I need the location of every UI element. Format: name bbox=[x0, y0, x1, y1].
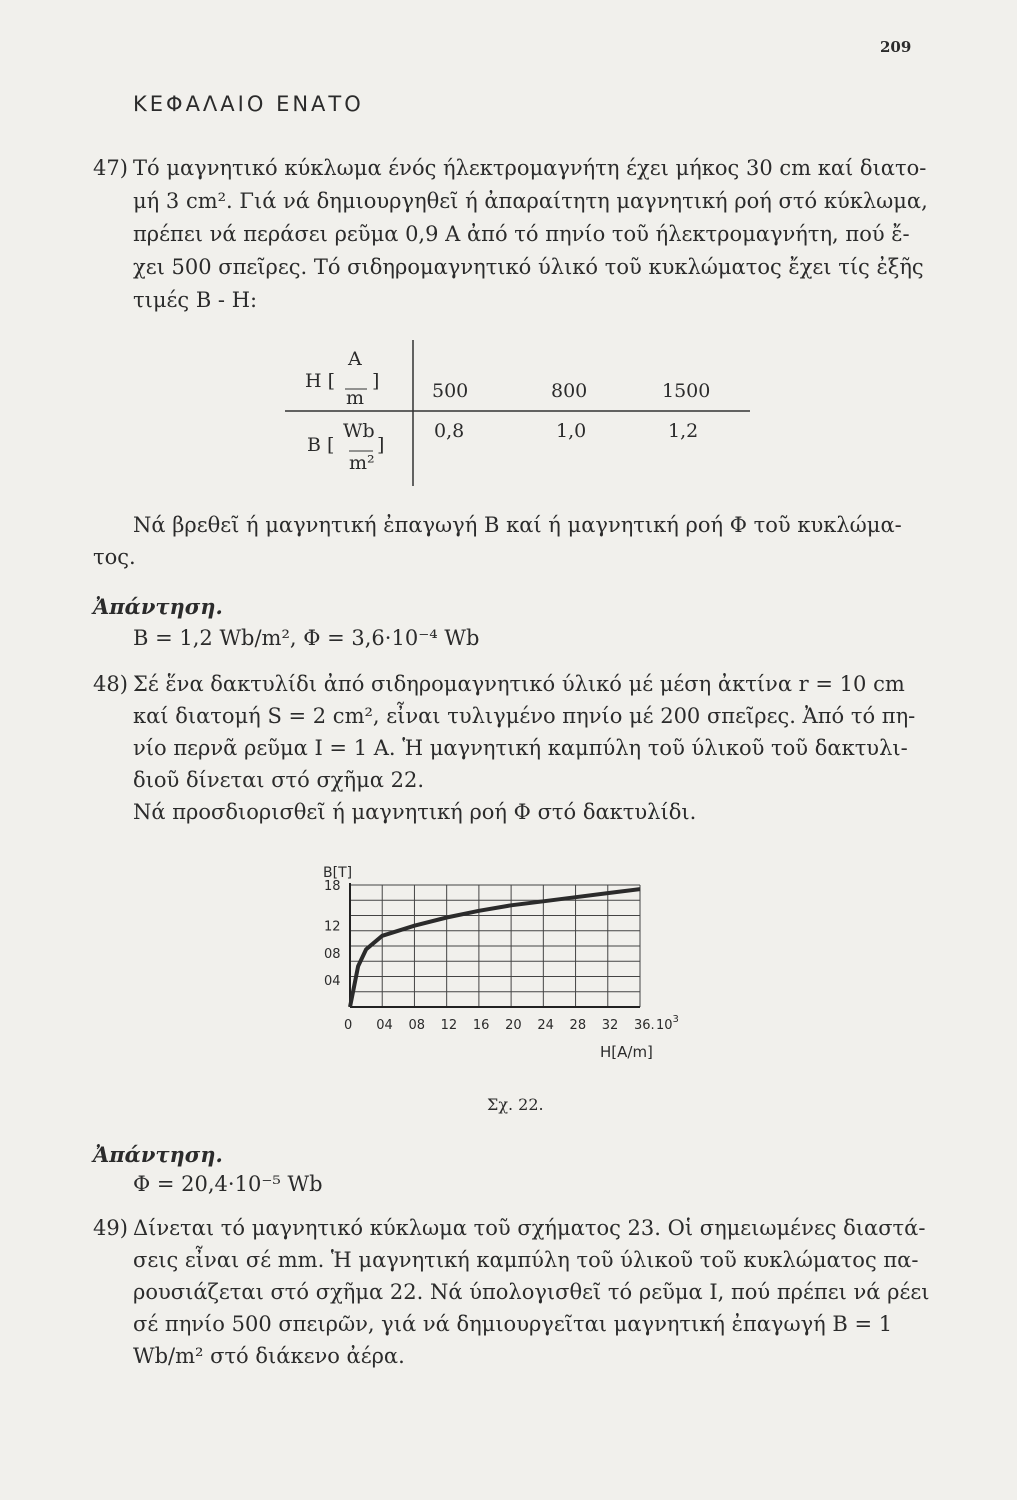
x-tick-label: 12 bbox=[440, 1018, 458, 1033]
problem-number: 49) bbox=[93, 1216, 128, 1240]
b-value: 1,0 bbox=[556, 420, 587, 442]
b-unit-numerator: Wb bbox=[343, 420, 375, 442]
b-value: 0,8 bbox=[434, 420, 465, 442]
b-value: 1,2 bbox=[668, 420, 699, 442]
h-value: 500 bbox=[432, 380, 469, 402]
y-tick-label: 18 bbox=[324, 879, 341, 894]
chart-grid bbox=[350, 885, 640, 1007]
x-tick-label: 36. bbox=[634, 1018, 655, 1033]
x-tick-label: 16 bbox=[472, 1018, 490, 1033]
chart-axes bbox=[350, 883, 640, 1007]
y-tick-label: 12 bbox=[324, 919, 341, 935]
y-tick-label: 08 bbox=[324, 946, 341, 962]
x-axis-label: H[A/m] bbox=[600, 1043, 653, 1061]
x-tick-label: 32 bbox=[601, 1018, 619, 1033]
x-tick-label: 28 bbox=[569, 1018, 587, 1033]
text-line: διοῦ δίνεται στό σχῆμα 22. bbox=[133, 768, 425, 792]
text-line: σεις εἶναι σέ mm. Ἡ μαγνητική καμπύλη τοῦ ύλικοῦ τοῦ κυκλώματος πα- bbox=[133, 1248, 919, 1272]
h-row-close: ] bbox=[372, 370, 380, 392]
problem-number: 48) bbox=[93, 672, 128, 696]
figure-caption: Σχ. 22. bbox=[487, 1095, 544, 1114]
text-line: Τό μαγνητικό κύκλωμα ένός ήλεκτρομαγνήτη έχει μήκος 30 cm καί διατο- bbox=[133, 156, 927, 180]
text-line: Σέ ἕνα δακτυλίδι ἀπό σιδηρομαγνητικό ύλικό μέ μέση ἀκτίνα r = 10 cm bbox=[133, 672, 905, 696]
chapter-title: ΚΕΦΑΛΑΙΟ ΕΝΑΤΟ bbox=[133, 92, 364, 116]
bh-curve-chart bbox=[300, 855, 700, 1085]
b-row-label: Β [ bbox=[307, 434, 335, 456]
text-line: Νά βρεθεῖ ή μαγνητική ἐπαγωγή Β καί ή μαγνητική ροή Φ τοῦ κυκλώμα- bbox=[133, 513, 902, 537]
text-line: χει 500 σπεῖρες. Τό σιδηρομαγνητικό ύλικό τοῦ κυκλώματος ἔχει τίς ἐξῆς bbox=[133, 255, 924, 279]
bh-curve-line bbox=[350, 889, 640, 1007]
text-line: μή 3 cm². Γιά νά δημιουργηθεῖ ή ἀπαραίτητη μαγνητική ροή στό κύκλωμα, bbox=[133, 189, 928, 213]
x-tick-label: 20 bbox=[505, 1018, 522, 1033]
x-tick-label: 08 bbox=[408, 1018, 425, 1033]
h-value: 1500 bbox=[662, 380, 711, 402]
text-line: Δίνεται τό μαγνητικό κύκλωμα τοῦ σχήματος 23. Οἱ σημειωμένες διαστά- bbox=[133, 1216, 926, 1240]
text-line: ρουσιάζεται στό σχῆμα 22. Νά ύπολογισθεῖ τό ρεῦμα Ι, πού πρέπει νά ρέει bbox=[133, 1280, 930, 1304]
text-line: τος. bbox=[93, 545, 136, 569]
text-line: πρέπει νά περάσει ρεῦμα 0,9 Α ἀπό τό πηνίο τοῦ ήλεκτρομαγνήτη, πού ἔ- bbox=[133, 222, 910, 246]
answer-text: Φ = 20,4·10⁻⁵ Wb bbox=[133, 1172, 323, 1196]
text-line: νίο περνᾶ ρεῦμα Ι = 1 Α. Ἡ μαγνητική καμπύλη τοῦ ύλικοῦ τοῦ δακτυλι- bbox=[133, 736, 908, 760]
answer-text: Β = 1,2 Wb/m², Φ = 3,6·10⁻⁴ Wb bbox=[133, 626, 480, 650]
problem-number: 47) bbox=[93, 156, 128, 180]
b-row-close: ] bbox=[377, 434, 385, 456]
h-row-label: Η [ bbox=[305, 370, 336, 392]
h-value: 800 bbox=[551, 380, 588, 402]
page-number: 209 bbox=[880, 38, 912, 56]
text-line: τιμές Β - Η: bbox=[133, 288, 258, 312]
x-axis-multiplier: $10^3$ bbox=[656, 1014, 679, 1033]
answer-label: Ἀπάντηση. bbox=[93, 594, 223, 619]
answer-label: Ἀπάντηση. bbox=[93, 1142, 223, 1167]
bh-values-table bbox=[285, 340, 755, 490]
x-tick-label: 0 bbox=[344, 1018, 353, 1033]
x-tick-label: 04 bbox=[376, 1018, 393, 1033]
y-axis-label: B[T] bbox=[323, 865, 353, 881]
text-line: Wb/m² στό διάκενο ἀέρα. bbox=[133, 1344, 405, 1368]
y-tick-label: 04 bbox=[324, 973, 341, 989]
x-tick-labels bbox=[344, 1018, 655, 1033]
text-line: σέ πηνίο 500 σπειρῶν, γιά νά δημιουργεῖται μαγνητική ἐπαγωγή Β = 1 bbox=[133, 1312, 893, 1336]
h-unit-denominator: m bbox=[346, 387, 365, 409]
b-unit-denominator: m² bbox=[349, 452, 375, 474]
text-line: καί διατομή S = 2 cm², εἶναι τυλιγμένο πηνίο μέ 200 σπεῖρες. Ἀπό τό πη- bbox=[133, 704, 916, 728]
h-unit-numerator: A bbox=[348, 348, 362, 370]
text-line: Νά προσδιορισθεῖ ή μαγνητική ροή Φ στό δακτυλίδι. bbox=[133, 800, 697, 824]
x-tick-label: 24 bbox=[537, 1018, 554, 1033]
y-tick-labels bbox=[324, 879, 341, 989]
